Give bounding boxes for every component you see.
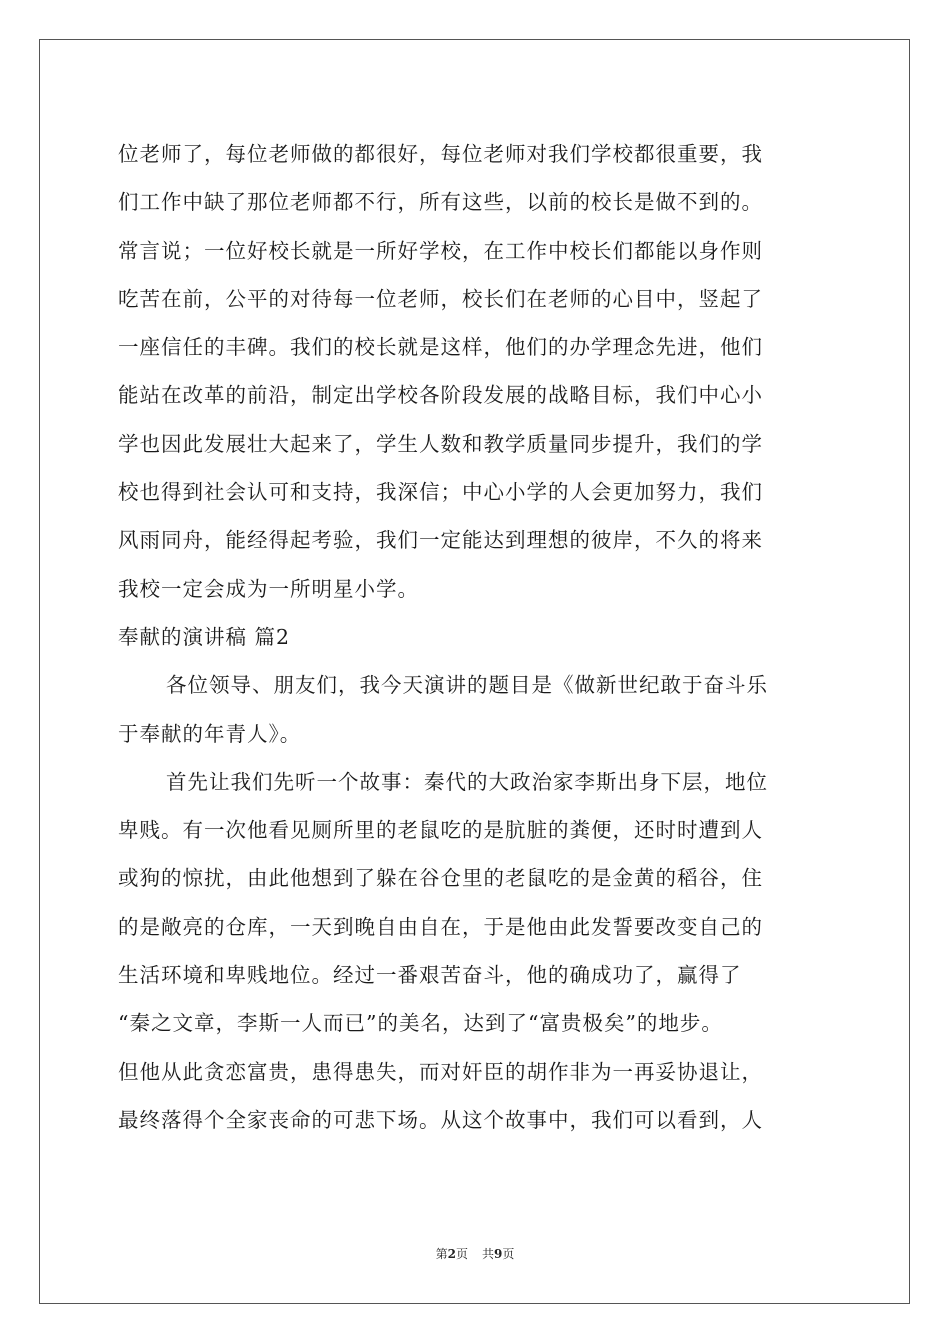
document-body (118, 130, 838, 1144)
text-line: 于奉献的年青人》。 (118, 721, 302, 746)
page-number: 第2页 (435, 1247, 468, 1261)
text-line: 但他从此贪恋富贵，患得患失，而对奸臣的胡作非为一再妥协退让， (118, 1059, 763, 1084)
text-line: 常言说；一位好校长就是一所好学校，在工作中校长们都能以身作则 (118, 238, 763, 263)
text-line: 生活环境和卑贱地位。经过一番艰苦奋斗，他的确成功了，赢得了 (118, 963, 742, 988)
text-line: 位老师了，每位老师做的都很好，每位老师对我们学校都很重要，我 (118, 142, 763, 166)
page-footer (0, 1245, 950, 1262)
text-line: 学也因此发展壮大起来了，学生人数和教学质量同步提升，我们的学 (118, 431, 763, 456)
text-line: 们工作中缺了那位老师都不行，所有这些，以前的校长是做不到的。 (118, 190, 763, 215)
text-line: 最终落得个全家丧命的可悲下场。从这个故事中，我们可以看到，人 (118, 1107, 763, 1132)
page-total: 共9页 (482, 1247, 515, 1261)
text-line: 吃苦在前，公平的对待每一位老师，校长们在老师的心目中，竖起了 (118, 286, 763, 311)
text-line: 或狗的惊扰，由此他想到了躲在谷仓里的老鼠吃的是金黄的稻谷，住 (118, 866, 763, 891)
text-line: 能站在改革的前沿，制定出学校各阶段发展的战略目标，我们中心小 (118, 383, 763, 408)
text-line: 一座信任的丰碑。我们的校长就是这样，他们的办学理念先进，他们 (118, 335, 763, 360)
section-heading: 奉献的演讲稿 篇2 (118, 624, 291, 649)
text-line: 的是敞亮的仓库，一天到晚自由自在，于是他由此发誓要改变自己的 (118, 914, 763, 939)
text-line: 我校一定会成为一所明星小学。 (118, 576, 419, 601)
text-line: “秦之文章，李斯一人而已”的美名，达到了“富贵极矣”的地步。 (118, 1011, 723, 1036)
text-line: 风雨同舟，能经得起考验，我们一定能达到理想的彼岸，不久的将来 (118, 528, 763, 553)
text-line: 各位领导、朋友们，我今天演讲的题目是《做新世纪敢于奋斗乐 (166, 673, 768, 698)
text-line: 校也得到社会认可和支持，我深信；中心小学的人会更加努力，我们 (118, 480, 763, 505)
text-line: 卑贱。有一次他看见厕所里的老鼠吃的是肮脏的粪便，还时时遭到人 (118, 818, 763, 843)
text-line: 首先让我们先听一个故事：秦代的大政治家李斯出身下层，地位 (166, 769, 768, 794)
